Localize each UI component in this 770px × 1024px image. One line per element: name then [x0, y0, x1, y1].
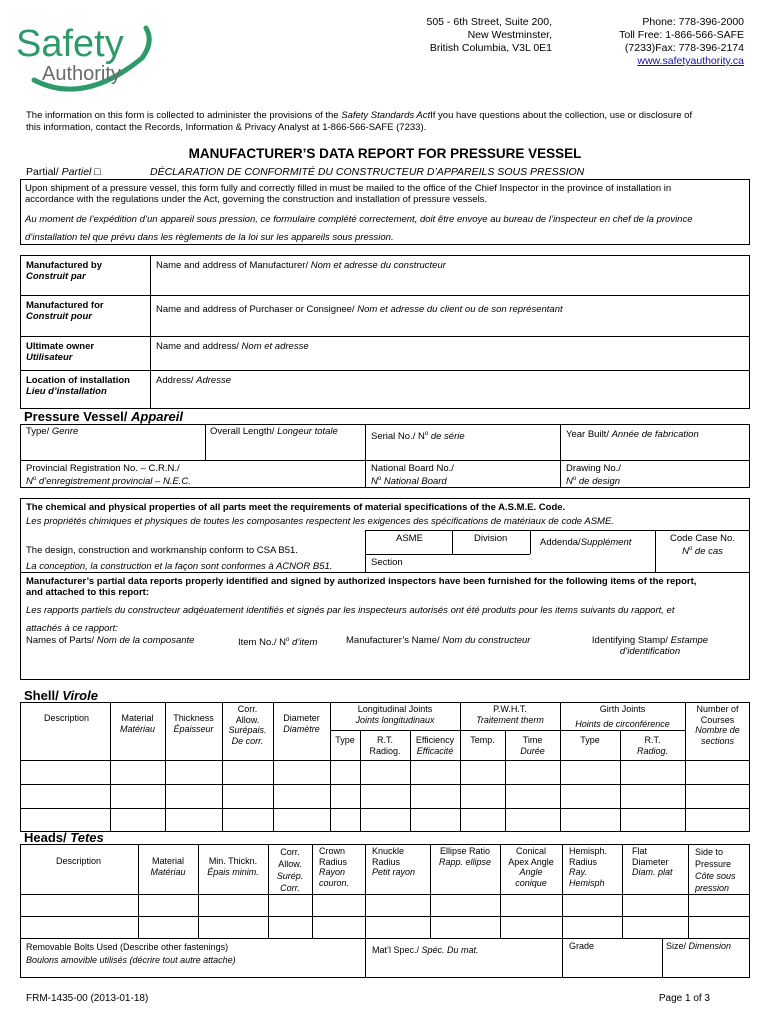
- heads-side-pressure-header: Side to Pressure Côte sous pression: [695, 847, 736, 893]
- shell-girth-rt-header: R.T. Radiog.: [636, 735, 669, 756]
- heads-crown-radius-header: Crown Radius Rayon couron.: [319, 846, 350, 888]
- grade-field[interactable]: Grade: [569, 941, 595, 951]
- manufactured-for-label: Manufactured for Construit pour: [26, 300, 104, 322]
- overall-length-field[interactable]: Overall Length/ Longeur totale: [210, 426, 338, 437]
- identifying-stamp-header: Identifying Stamp/ Estampe d’identification: [591, 635, 709, 657]
- shell-type-header: Type: [335, 735, 355, 745]
- shell-long-joints-header: Longitudinal Joints Joints longitudinaux: [355, 704, 435, 725]
- asme-statement-fr: Les propriétés chimiques et physiques de toutes les composantes respectent les exigences des spécifications de matériaux de code ASME.: [26, 516, 614, 527]
- logo-authority-text: Authority: [42, 63, 121, 85]
- code-case-field[interactable]: Code Case No. $N^o$ de cas: [670, 533, 735, 558]
- heads-min-thickness-header: Min. Thickn. Épais minim.: [207, 856, 259, 877]
- shell-courses-header: Number of Courses Nombre de sections: [695, 704, 740, 746]
- removable-bolts-field[interactable]: Removable Bolts Used (Describe other fastenings) Boulons amovible utilisés (décrire tout autre attache): [26, 942, 236, 965]
- partial-reports-statement: Manufacturer’s partial data reports properly identified and signed by authorized inspectors have been furnished for the following items of the report, and attached to this report:: [26, 576, 697, 598]
- address-block: [380, 16, 552, 55]
- address-line-1: 505 - 6th Street, Suite 200,: [426, 16, 552, 28]
- serial-no-field[interactable]: Serial No./ $N^o$ de série: [371, 431, 465, 443]
- shell-corr-allow-header: Corr. Allow. Surépais. De corr.: [228, 704, 267, 746]
- heads-description-header: Description: [56, 856, 102, 866]
- material-spec-field[interactable]: Mat’l Spec./ Spéc. Du mat.: [372, 945, 479, 955]
- heads-hemisph-header: Hemisph. Radius Ray. Hemisph: [569, 846, 608, 888]
- shell-girth-joints-header: Girth Joints Hoints de circonférence: [575, 704, 670, 729]
- heads-corr-allow-header: Corr. Allow. Surép. Corr.: [276, 847, 304, 893]
- partial-checkbox[interactable]: □: [94, 166, 101, 178]
- owner-address-field[interactable]: Name and address/ Nom et adresse: [156, 341, 309, 352]
- safety-authority-logo: [14, 18, 164, 96]
- fax: (7233)Fax: 778-396-2174: [624, 42, 744, 54]
- instructions-fr: Au moment de l’expédition d’un appareil sous pression, ce formulaire complété correctement, doit être envoye au bureau de l’inspecteur en chef de la province d’installation tel que prévu dans les règlements de la loi sur les appareils sous pression.: [25, 214, 693, 243]
- heads-title: Heads/ Tetes: [24, 830, 104, 845]
- item-no-header: Item No./ $N^o$ d’item: [238, 637, 318, 649]
- crn-field[interactable]: Provincial Registration No. – C.R.N./ $N^o$ d’enregistrement provincial – N.E.C.: [26, 463, 191, 488]
- division-field[interactable]: Division: [474, 533, 508, 544]
- page-number: Page 1 of 3: [658, 993, 710, 1004]
- pressure-vessel-title: Pressure Vessel/ Appareil: [24, 409, 183, 424]
- type-field[interactable]: Type/ Genre: [26, 426, 79, 437]
- phone: Phone: 778-396-2000: [642, 16, 744, 28]
- shell-time-header: Time Durée: [520, 735, 545, 756]
- tollfree: Toll Free: 1-866-566-SAFE: [619, 29, 744, 41]
- purchaser-name-field[interactable]: Name and address of Purchaser or Consignee/ Nom et adresse du client ou de son représentant: [156, 304, 563, 315]
- shell-temp-header: Temp.: [470, 735, 495, 745]
- section-field[interactable]: Section: [371, 557, 403, 568]
- manufacturer-name-header: Manufacturer’s Name/ Nom du constructeur: [346, 635, 531, 646]
- manufactured-by-label: Manufactured by Construit par: [26, 260, 103, 282]
- logo-safety-text: Safety: [16, 23, 124, 65]
- manufacturer-name-field[interactable]: Name and address of Manufacturer/ Nom et adresse du constructeur: [156, 260, 446, 271]
- heads-flat-header: Flat Diameter Diam. plat: [632, 846, 673, 877]
- website-link[interactable]: www.safetyauthority.ca: [637, 55, 744, 67]
- csa-statement: The design, construction and workmanship conform to CSA B51.: [26, 545, 298, 556]
- form-number: FRM-1435-00 (2013-01-18): [26, 993, 149, 1004]
- year-built-field[interactable]: Year Built/ Année de fabrication: [566, 429, 699, 440]
- instructions-en: Upon shipment of a pressure vessel, this form fully and correctly filled in must be mailed to the office of the Chief Inspector in the province of installation in accordance with the regulations under the Act, governing the construction and installation of pressure vessels.: [25, 183, 672, 205]
- heads-material-header: Material Matériau: [150, 856, 186, 877]
- privacy-notice: The information on this form is collected to administer the provisions of the Safety Standards ActIf you have questions about the collection, use or disclosure of this information, contact the Records, Information & Privacy Analyst at 1-866-566-SAFE (7233).: [26, 110, 693, 133]
- size-field[interactable]: Size/ Dimension: [666, 941, 732, 951]
- address-line-2: New Westminster,: [467, 29, 552, 41]
- shell-diameter-header: Diameter Diamètre: [283, 713, 320, 734]
- addenda-field[interactable]: Addenda/Supplément: [540, 537, 632, 548]
- heads-conical-header: Conical Apex Angle Angle conique: [508, 846, 554, 888]
- shell-efficiency-header: Efficiency Efficacité: [415, 735, 455, 756]
- partial-reports-statement-fr: Les rapports partiels du constructeur adqéuatement identifiés et signés par les inspecteurs autorisés ont été produits pour les items suivants du rapport, et attachés à ce rapport:: [26, 605, 675, 634]
- location-address-field[interactable]: Address/ Adresse: [156, 375, 231, 386]
- location-label: Location of installation Lieu d’installation: [26, 375, 130, 397]
- asme-field[interactable]: ASME: [396, 533, 423, 544]
- shell-pwht-header: P.W.H.T. Traitement therm: [476, 704, 544, 725]
- shell-thickness-header: Thickness Épaisseur: [173, 713, 214, 734]
- heads-knuckle-radius-header: Knuckle Radius Petit rayon: [372, 846, 416, 877]
- national-board-field[interactable]: National Board No./ $N^o$ National Board: [371, 463, 454, 488]
- address-line-3: British Columbia, V3L 0E1: [429, 42, 552, 54]
- names-of-parts-header: Names of Parts/ Nom de la composante: [26, 635, 195, 646]
- ultimate-owner-label: Ultimate owner Utilisateur: [26, 341, 95, 363]
- drawing-no-field[interactable]: Drawing No./ $N^o$ de design: [566, 463, 621, 488]
- heads-ellipse-ratio-header: Ellipse Ratio Rapp. ellipse: [438, 846, 492, 867]
- csa-statement-fr: La conception, la construction et la façon sont conformes à ACNOR B51.: [26, 561, 333, 572]
- shell-title: Shell/ Virole: [24, 688, 98, 703]
- partial-checkbox-row: Partial/ Partiel □: [26, 166, 101, 178]
- shell-description-header: Description: [44, 713, 90, 723]
- contact-block: [572, 16, 744, 68]
- shell-rt-header: R.T. Radiog.: [369, 735, 401, 756]
- shell-material-header: Material Matériau: [119, 713, 155, 734]
- asme-statement: The chemical and physical properties of all parts meet the requirements of material specifications of the A.S.M.E. Code.: [26, 502, 566, 513]
- shell-girth-type-header: Type: [580, 735, 600, 745]
- title-french: DÉCLARATION DE CONFORMITÉ DU CONSTRUCTEUR D’APPAREILS SOUS PRESSION: [150, 166, 585, 178]
- page-title: MANUFACTURER’S DATA REPORT FOR PRESSURE VESSEL: [188, 146, 582, 161]
